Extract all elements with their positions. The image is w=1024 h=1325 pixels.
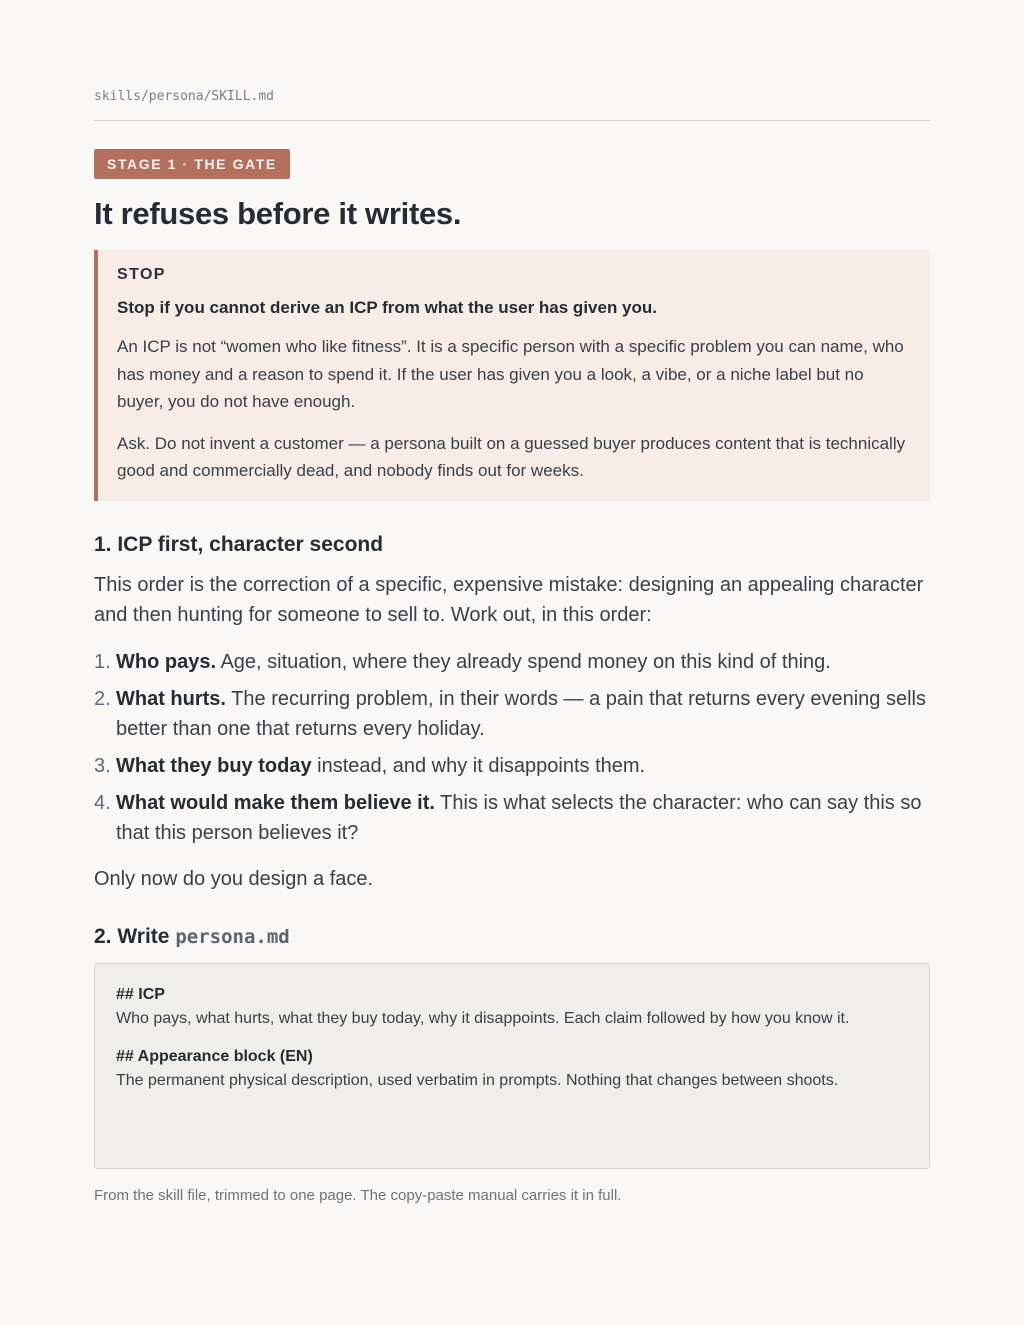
section-heading-icp: 1. ICP first, character second [94, 533, 384, 556]
header-divider [94, 120, 930, 121]
callout-lead: Stop if you cannot derive an ICP from what the user has given you. [117, 298, 658, 317]
page-title: It refuses before it writes. [94, 196, 462, 231]
callout-paragraph: An ICP is not “women who like fitness”. It is a specific person with a specific problem you can name, who has money and a reason to spend it. If the user has given you a look, a vibe, or a niche label but no buyer, you do not have enough. [117, 337, 904, 411]
section-intro: This order is the correction of a specific, expensive mistake: designing an appealing character and then hunting for someone to sell to. Work out, in this order: [94, 574, 924, 626]
list-item [94, 788, 930, 848]
list-item [94, 684, 930, 744]
excerpt-text: The permanent physical description, used verbatim in prompts. Nothing that changes between shoots. [116, 1072, 839, 1089]
steps-list [94, 647, 930, 855]
step-text: instead, and why it disappoints them. [311, 755, 646, 777]
step-text: Age, situation, where they already spend money on this kind of thing. [216, 651, 831, 673]
list-item [94, 647, 930, 677]
footer-caption: From the skill file, trimmed to one page. The copy-paste manual carries it in full. [94, 1187, 622, 1204]
excerpt-heading: ## ICP [116, 986, 165, 1003]
file-path: skills/persona/SKILL.md [94, 89, 275, 104]
step-title: What hurts. [116, 688, 226, 710]
step-text: The recurring problem, in their words — a pain that returns every evening sells better than one that returns every holiday. [116, 688, 926, 740]
section-heading-write [94, 925, 290, 949]
list-number: 1. [94, 651, 111, 673]
list-number: 4. [94, 792, 111, 814]
list-number: 3. [94, 755, 111, 777]
callout-label: STOP [117, 266, 166, 283]
callout-paragraph: Ask. Do not invent a customer — a persona built on a guessed buyer produces content that is technically good and commercially dead, and nobody finds out for weeks. [117, 433, 906, 480]
stage-badge: STAGE 1 · THE GATE [94, 149, 290, 179]
section-outro: Only now do you design a face. [94, 868, 374, 890]
list-number: 2. [94, 688, 111, 710]
file-excerpt-block [94, 963, 930, 1169]
heading-text: 2. Write [94, 925, 176, 948]
step-title: What would make them believe it. [116, 792, 435, 814]
step-title: What they buy today [116, 755, 312, 777]
stop-callout [94, 250, 930, 501]
list-item [94, 751, 930, 781]
step-title: Who pays. [116, 651, 217, 673]
excerpt-heading: ## Appearance block (EN) [116, 1048, 313, 1065]
heading-filename: persona.md [175, 926, 290, 948]
step-text: This is what selects the character: who can say this so that this person believes it? [116, 792, 922, 844]
excerpt-text: Who pays, what hurts, what they buy today, why it disappoints. Each claim followed by how you know it. [116, 1010, 850, 1027]
